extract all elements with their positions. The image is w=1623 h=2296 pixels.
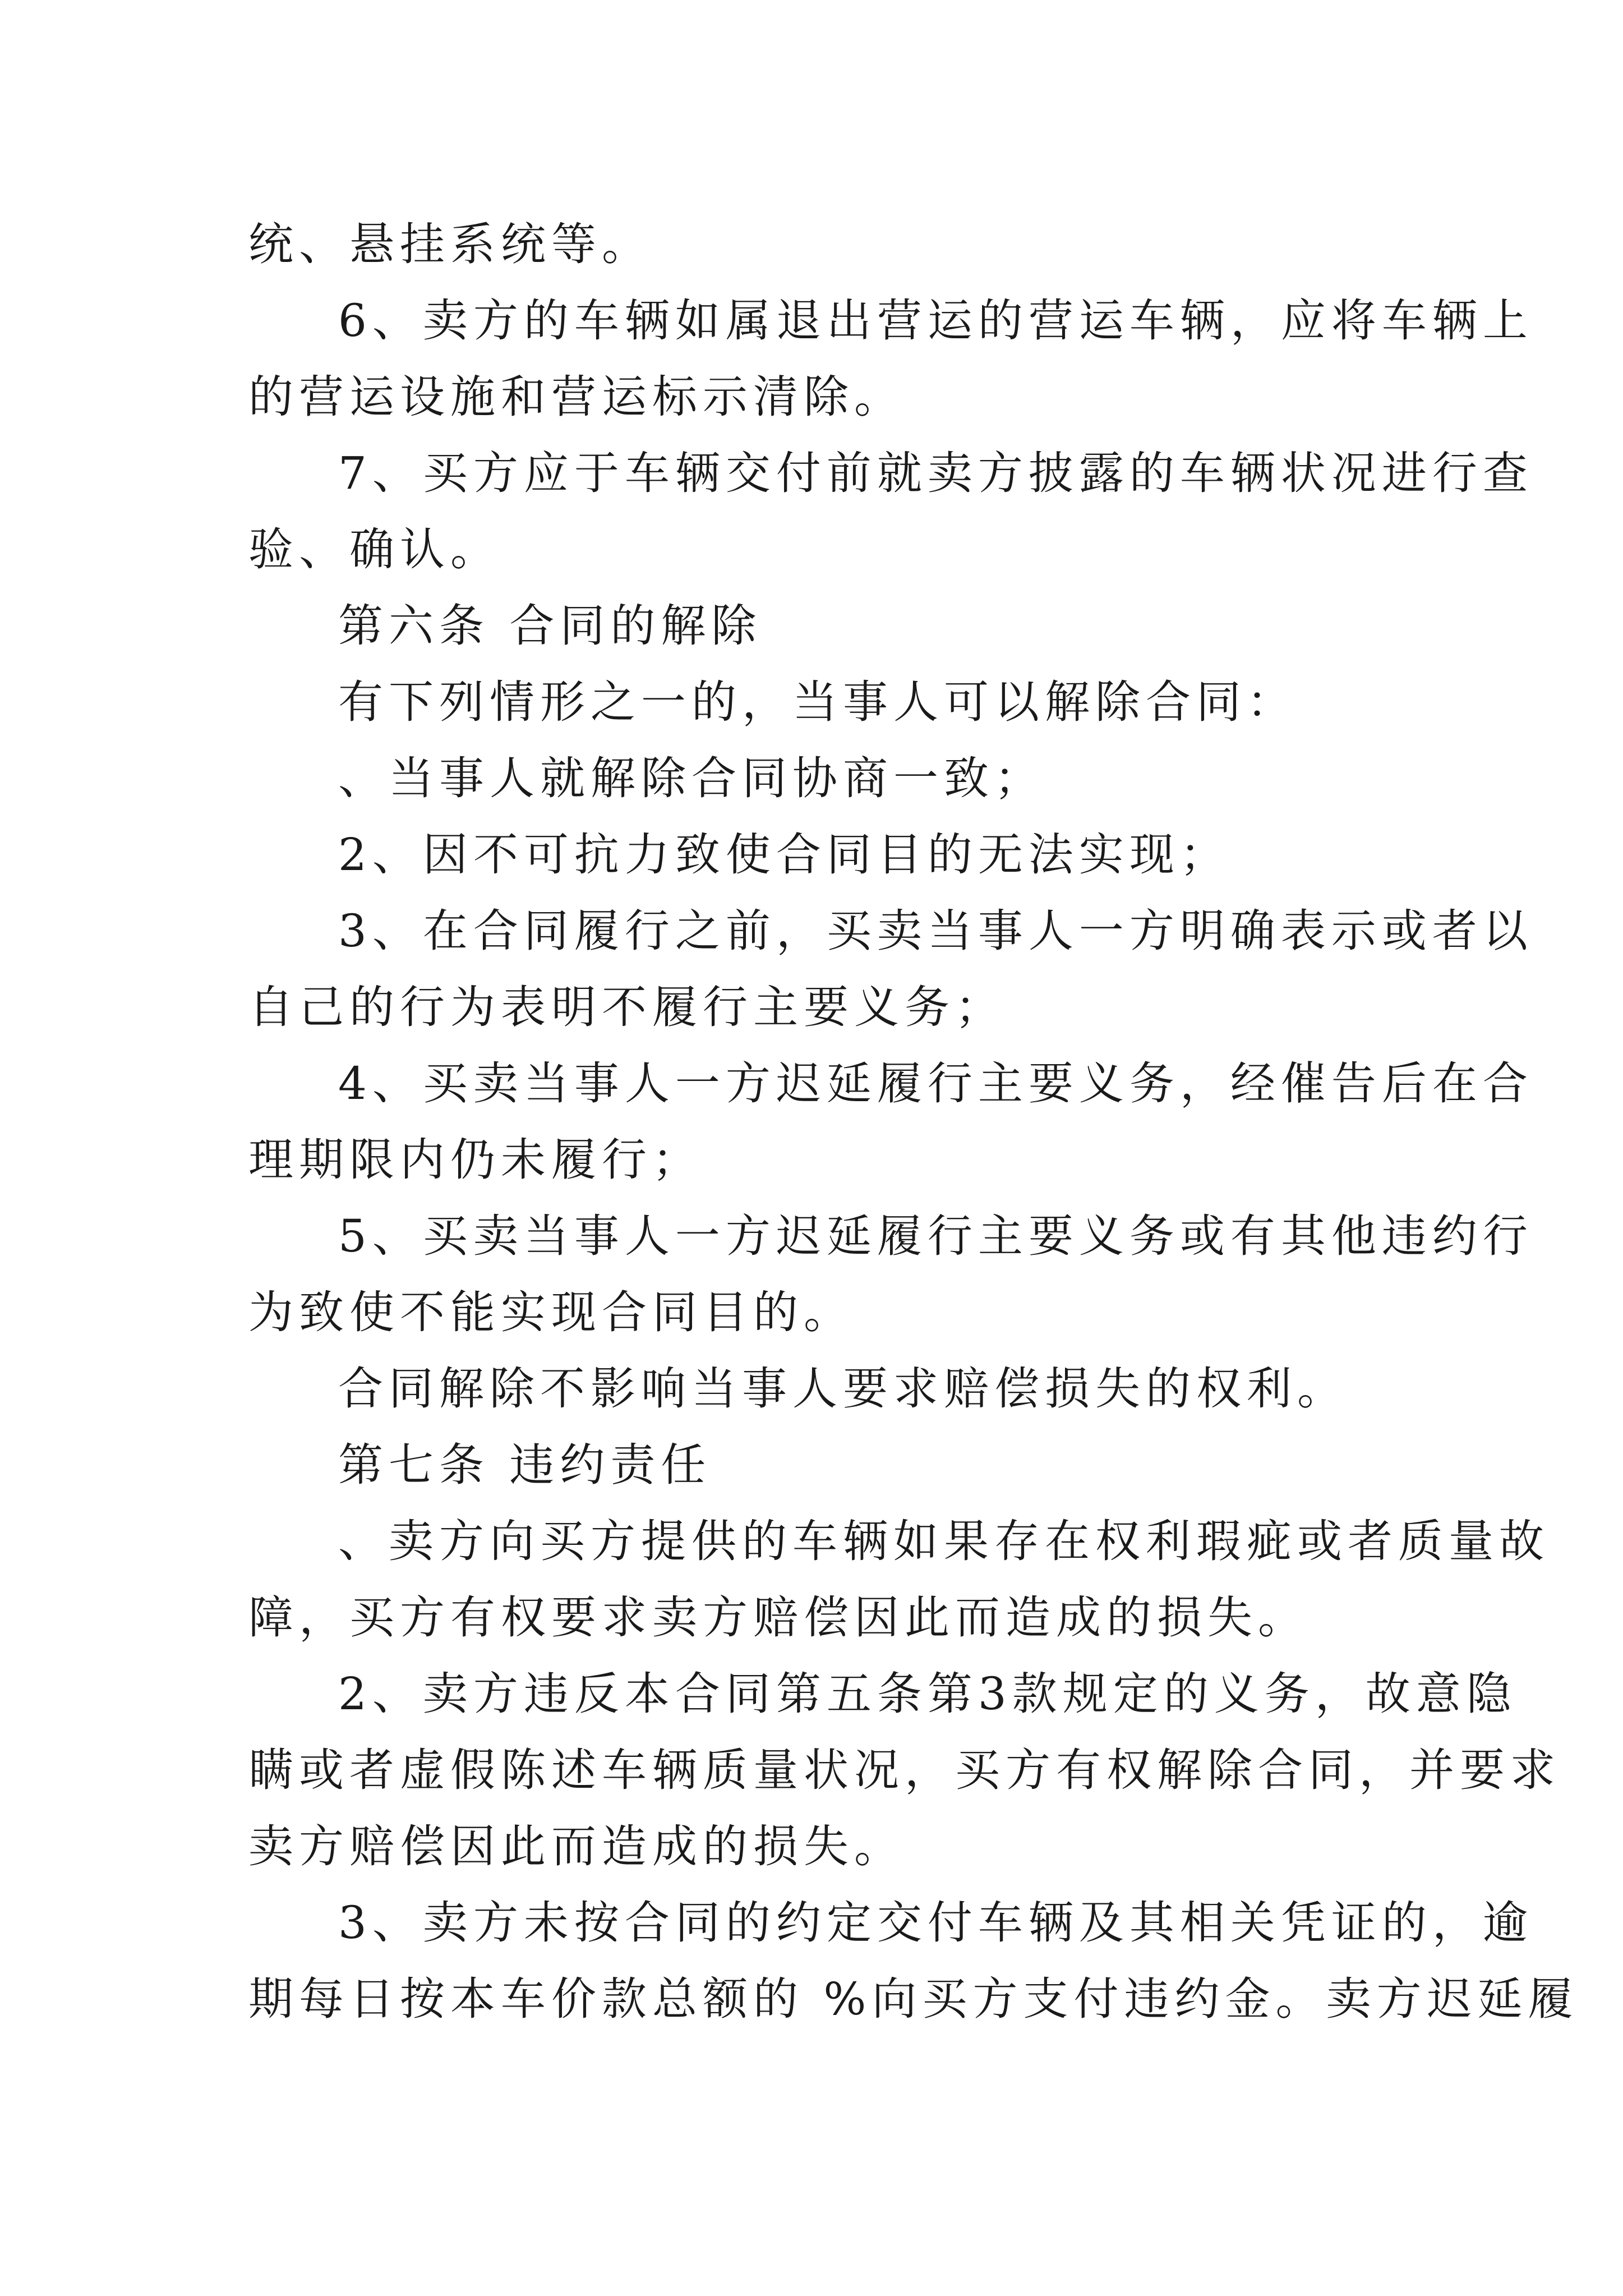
list-item-line: 障，买方有权要求卖方赔偿因此而造成的损失。 xyxy=(248,1591,1308,1644)
paragraph-line: 7、买方应于车辆交付前就卖方披露的车辆状况进行查 xyxy=(338,447,1533,499)
list-item-line: 卖方赔偿因此而造成的损失。 xyxy=(248,1820,905,1872)
list-item-line: 、当事人就解除合同协商一致； xyxy=(338,752,1045,804)
list-item-line: 3、在合同履行之前，买卖当事人一方明确表示或者以 xyxy=(338,905,1533,957)
paragraph-line: 统、悬挂系统等。 xyxy=(248,218,652,270)
list-item-line: 、卖方向买方提供的车辆如果存在权利瑕疵或者质量故 xyxy=(338,1515,1550,1567)
list-item-line: 2、卖方违反本合同第五条第3款规定的义务，故意隐 xyxy=(338,1668,1517,1720)
list-item-line: 4、买卖当事人一方迟延履行主要义务，经催告后在合 xyxy=(338,1057,1533,1110)
list-item-line: 为致使不能实现合同目的。 xyxy=(248,1286,854,1338)
list-item-line: 3、卖方未按合同的约定交付车辆及其相关凭证的，逾 xyxy=(338,1897,1533,1949)
document-body xyxy=(248,206,1579,2037)
list-item-line: 理期限内仍未履行； xyxy=(248,1134,703,1186)
section-heading-line: 第七条 违约责任 xyxy=(338,1439,712,1491)
list-item-line: 期每日按本车价款总额的 %向买方支付违约金。卖方迟延履 xyxy=(248,1973,1579,2025)
list-item-line: 5、买卖当事人一方迟延履行主要义务或有其他违约行 xyxy=(338,1210,1533,1262)
paragraph-line: 6、卖方的车辆如属退出营运的营运车辆，应将车辆上 xyxy=(338,295,1533,347)
paragraph-line: 的营运设施和营运标示清除。 xyxy=(248,371,905,423)
paragraph-line: 合同解除不影响当事人要求赔偿损失的权利。 xyxy=(338,1363,1348,1415)
section-heading-line: 第六条 合同的解除 xyxy=(338,600,762,652)
list-item-line: 自己的行为表明不履行主要义务； xyxy=(248,981,1006,1033)
list-item-line: 瞒或者虚假陈述车辆质量状况，买方有权解除合同，并要求 xyxy=(248,1744,1561,1796)
paragraph-line: 验、确认。 xyxy=(248,523,501,576)
list-item-line: 2、因不可抗力致使合同目的无法实现； xyxy=(338,829,1230,881)
paragraph-line: 有下列情形之一的，当事人可以解除合同： xyxy=(338,676,1297,728)
